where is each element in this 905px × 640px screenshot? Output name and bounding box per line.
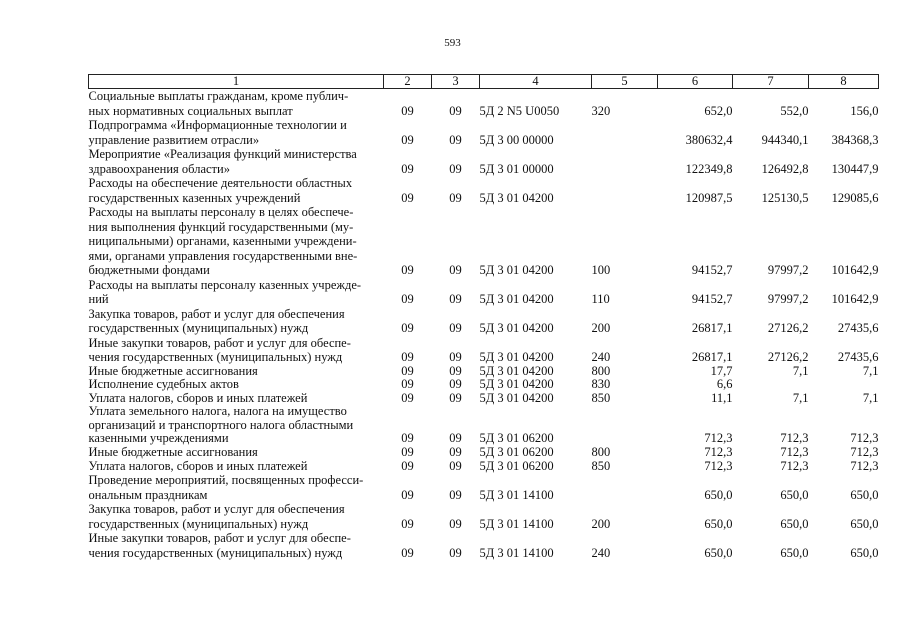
amount-year-2: 650,0 xyxy=(780,516,809,531)
target-article-code: 5Д 3 01 06200 xyxy=(479,445,554,460)
amount-year-1: 122349,8 xyxy=(685,161,733,176)
row-description xyxy=(89,205,384,278)
description-line: чения государственных (муниципальных) нужд xyxy=(88,350,343,364)
expense-type-code: 110 xyxy=(591,292,610,306)
row-description xyxy=(89,460,384,474)
row-description xyxy=(89,531,384,560)
amount-year-2: 97997,2 xyxy=(767,292,809,306)
row-description xyxy=(89,118,384,147)
subsection-code: 09 xyxy=(449,103,462,118)
description-line: Иные бюджетные ассигнования xyxy=(88,363,258,378)
amount-year-3: 650,0 xyxy=(850,545,879,560)
amount-year-3: 101642,9 xyxy=(831,263,879,277)
expense-type-code: 850 xyxy=(591,458,611,473)
target-article-code: 5Д 3 01 14100 xyxy=(479,487,554,502)
column-header: 3 xyxy=(432,75,480,89)
amount-year-1: 94152,7 xyxy=(691,292,733,306)
expense-type-code: 850 xyxy=(591,390,611,405)
description-line: ями, органами управления государственными вне- xyxy=(88,248,358,263)
section-code: 09 xyxy=(401,161,414,176)
description-line: управление развитием отрасли» xyxy=(88,132,260,147)
section-code: 09 xyxy=(401,377,414,392)
section-code: 09 xyxy=(401,132,414,147)
table-row xyxy=(89,502,879,531)
description-line: чения государственных (муниципальных) нужд xyxy=(88,545,343,560)
target-article-code: 5Д 3 01 04200 xyxy=(479,292,554,306)
subsection-code: 09 xyxy=(449,458,462,473)
target-article-code: 5Д 3 01 04200 xyxy=(479,363,554,378)
row-description xyxy=(89,473,384,502)
amount-year-1: 120987,5 xyxy=(685,190,733,205)
amount-year-3: 129085,6 xyxy=(831,190,879,205)
table-row xyxy=(89,392,879,406)
amount-year-1: 26817,1 xyxy=(691,321,733,335)
amount-year-2: 125130,5 xyxy=(761,190,809,205)
column-header: 4 xyxy=(480,75,592,89)
amount-year-3: 101642,9 xyxy=(831,292,879,306)
subsection-code: 09 xyxy=(449,321,462,335)
table-row xyxy=(89,473,879,502)
table-row xyxy=(89,531,879,560)
section-code: 09 xyxy=(401,190,414,205)
row-description xyxy=(89,278,384,307)
row-description xyxy=(89,147,384,176)
amount-year-1: 712,3 xyxy=(704,431,733,446)
table-row xyxy=(89,89,879,119)
subsection-code: 09 xyxy=(449,190,462,205)
column-header: 6 xyxy=(658,75,733,89)
amount-year-3: 712,3 xyxy=(850,445,879,460)
description-line: Иные закупки товаров, работ и услуг для обеспе- xyxy=(88,335,351,350)
amount-year-1: 712,3 xyxy=(704,445,733,460)
subsection-code: 09 xyxy=(449,431,462,446)
column-header: 5 xyxy=(592,75,658,89)
section-code: 09 xyxy=(401,458,414,473)
row-description xyxy=(89,392,384,406)
description-line: государственных (муниципальных) нужд xyxy=(88,321,309,335)
subsection-code: 09 xyxy=(449,445,462,460)
description-line: Расходы на выплаты персоналу в целях обеспече- xyxy=(88,205,354,219)
amount-year-2: 27126,2 xyxy=(767,350,809,364)
amount-year-3: 130447,9 xyxy=(831,161,879,176)
description-line: ниципальными) органами, казенными учреждени- xyxy=(88,234,357,248)
description-line: ональным праздникам xyxy=(88,487,208,502)
expense-type-code: 100 xyxy=(591,263,611,277)
description-line: Мероприятие «Реализация функций министерства xyxy=(88,147,357,161)
description-line: Расходы на обеспечение деятельности областных xyxy=(88,176,353,190)
row-description xyxy=(89,176,384,205)
expense-type-code: 240 xyxy=(591,545,611,560)
description-line: Исполнение судебных актов xyxy=(88,377,239,392)
amount-year-3: 650,0 xyxy=(850,487,879,502)
expense-type-code: 200 xyxy=(591,516,611,531)
amount-year-1: 6,6 xyxy=(716,377,733,392)
target-article-code: 5Д 3 01 06200 xyxy=(479,458,554,473)
amount-year-3: 7,1 xyxy=(862,363,879,378)
column-header: 7 xyxy=(733,75,809,89)
description-line: организаций и транспортного налога областными xyxy=(88,417,354,432)
row-description xyxy=(89,336,384,365)
amount-year-3: 27435,6 xyxy=(837,350,879,364)
amount-year-3: 27435,6 xyxy=(837,321,879,335)
description-line: Закупка товаров, работ и услуг для обеспечения xyxy=(88,502,345,517)
target-article-code: 5Д 3 01 00000 xyxy=(479,161,554,176)
amount-year-1: 26817,1 xyxy=(691,350,733,364)
page-number: 593 xyxy=(444,37,461,49)
description-line: Уплата земельного налога, налога на имущество xyxy=(88,404,347,419)
table-row xyxy=(89,446,879,460)
expense-type-code: 200 xyxy=(591,321,611,335)
table-row xyxy=(89,365,879,379)
description-line: казенными учреждениями xyxy=(88,431,229,446)
table-row xyxy=(89,205,879,278)
subsection-code: 09 xyxy=(449,377,462,392)
table-row xyxy=(89,336,879,365)
subsection-code: 09 xyxy=(449,363,462,378)
expense-type-code xyxy=(592,176,658,205)
amount-year-2: 126492,8 xyxy=(761,161,809,176)
amount-year-2: 712,3 xyxy=(780,445,809,460)
description-line: Проведение мероприятий, посвященных професси- xyxy=(88,473,364,488)
amount-year-2: 27126,2 xyxy=(767,321,809,335)
description-line: ний xyxy=(88,292,109,306)
row-description xyxy=(89,365,384,379)
subsection-code: 09 xyxy=(449,132,462,147)
target-article-code: 5Д 3 01 04200 xyxy=(479,390,554,405)
amount-year-3: 156,0 xyxy=(850,103,879,118)
amount-year-2: 7,1 xyxy=(792,363,809,378)
amount-year-2: 944340,1 xyxy=(761,132,809,147)
description-line: Подпрограмма «Информационные технологии и xyxy=(88,118,347,132)
target-article-code: 5Д 3 01 14100 xyxy=(479,545,554,560)
section-code: 09 xyxy=(401,516,414,531)
amount-year-1: 650,0 xyxy=(704,545,733,560)
column-header: 2 xyxy=(384,75,432,89)
column-header-row xyxy=(89,75,879,89)
description-line: Иные закупки товаров, работ и услуг для обеспе- xyxy=(88,531,351,546)
amount-year-2: 712,3 xyxy=(780,431,809,446)
subsection-code: 09 xyxy=(449,390,462,405)
description-line: Социальные выплаты гражданам, кроме публич- xyxy=(88,89,349,103)
table-row xyxy=(89,378,879,392)
amount-year-1: 11,1 xyxy=(711,390,733,405)
description-line: ных нормативных социальных выплат xyxy=(88,103,293,118)
description-line: государственных (муниципальных) нужд xyxy=(88,516,309,531)
amount-year-3: 384368,3 xyxy=(831,132,879,147)
target-article-code: 5Д 3 00 00000 xyxy=(479,132,554,147)
amount-year-1: 650,0 xyxy=(704,487,733,502)
table-row xyxy=(89,118,879,147)
target-article-code: 5Д 3 01 04200 xyxy=(479,321,554,335)
section-code: 09 xyxy=(401,103,414,118)
subsection-code: 09 xyxy=(449,545,462,560)
description-line: Уплата налогов, сборов и иных платежей xyxy=(88,458,308,473)
description-line: Закупка товаров, работ и услуг для обеспечения xyxy=(88,306,345,321)
column-header: 1 xyxy=(89,75,384,89)
amount-year-1: 712,3 xyxy=(704,458,733,473)
subsection-code: 09 xyxy=(449,263,462,277)
expense-type-code: 830 xyxy=(591,377,611,392)
expense-type-code xyxy=(592,405,658,446)
description-line: государственных казенных учреждений xyxy=(88,190,301,205)
expense-type-code xyxy=(592,147,658,176)
section-code: 09 xyxy=(401,321,414,335)
row-description xyxy=(89,502,384,531)
description-line: ния выполнения функций государственными (му- xyxy=(88,219,354,234)
expense-type-code: 800 xyxy=(591,363,611,378)
amount-year-1: 17,7 xyxy=(710,363,733,378)
section-code: 09 xyxy=(401,390,414,405)
table-row xyxy=(89,460,879,474)
description-line: Расходы на выплаты персоналу казенных учрежде- xyxy=(88,277,362,292)
expense-type-code xyxy=(592,118,658,147)
section-code: 09 xyxy=(401,445,414,460)
section-code: 09 xyxy=(401,292,414,306)
table-body xyxy=(89,89,879,561)
subsection-code: 09 xyxy=(449,516,462,531)
table-row xyxy=(89,147,879,176)
amount-year-1: 380632,4 xyxy=(685,132,733,147)
section-code: 09 xyxy=(401,545,414,560)
target-article-code: 5Д 3 01 06200 xyxy=(479,431,554,446)
target-article-code: 5Д 3 01 04200 xyxy=(479,377,554,392)
row-description xyxy=(89,307,384,336)
amount-year-2: 97997,2 xyxy=(767,263,809,277)
amount-year-2 xyxy=(733,378,809,392)
budget-table xyxy=(88,74,879,560)
amount-year-2: 650,0 xyxy=(780,545,809,560)
table-row xyxy=(89,307,879,336)
amount-year-3: 650,0 xyxy=(850,516,879,531)
expense-type-code: 800 xyxy=(591,445,611,460)
amount-year-2: 650,0 xyxy=(780,487,809,502)
column-header: 8 xyxy=(809,75,879,89)
subsection-code: 09 xyxy=(449,161,462,176)
description-line: Уплата налогов, сборов и иных платежей xyxy=(88,390,308,405)
amount-year-2: 712,3 xyxy=(780,458,809,473)
section-code: 09 xyxy=(401,350,414,364)
row-description xyxy=(89,446,384,460)
amount-year-3 xyxy=(809,378,879,392)
row-description xyxy=(89,89,384,119)
target-article-code: 5Д 3 01 14100 xyxy=(479,516,554,531)
amount-year-2: 7,1 xyxy=(792,390,809,405)
target-article-code: 5Д 2 N5 U0050 xyxy=(479,103,560,118)
section-code: 09 xyxy=(401,363,414,378)
table-row xyxy=(89,405,879,446)
expense-type-code: 320 xyxy=(591,103,611,118)
amount-year-1: 650,0 xyxy=(704,516,733,531)
table-row xyxy=(89,278,879,307)
subsection-code: 09 xyxy=(449,350,462,364)
description-line: здравоохранения области» xyxy=(88,161,230,176)
subsection-code: 09 xyxy=(449,292,462,306)
description-line: бюджетными фондами xyxy=(88,263,210,277)
section-code: 09 xyxy=(401,487,414,502)
amount-year-3: 712,3 xyxy=(850,458,879,473)
section-code: 09 xyxy=(401,263,414,277)
amount-year-2: 552,0 xyxy=(780,103,809,118)
target-article-code: 5Д 3 01 04200 xyxy=(479,190,554,205)
expense-type-code xyxy=(592,473,658,502)
amount-year-3: 712,3 xyxy=(850,431,879,446)
table-row xyxy=(89,176,879,205)
target-article-code: 5Д 3 01 04200 xyxy=(479,350,554,364)
section-code: 09 xyxy=(401,431,414,446)
expense-type-code: 240 xyxy=(591,350,611,364)
target-article-code: 5Д 3 01 04200 xyxy=(479,263,554,277)
amount-year-1: 94152,7 xyxy=(691,263,733,277)
description-line: Иные бюджетные ассигнования xyxy=(88,445,258,460)
amount-year-3: 7,1 xyxy=(862,390,879,405)
row-description xyxy=(89,405,384,446)
amount-year-1: 652,0 xyxy=(704,103,733,118)
row-description xyxy=(89,378,384,392)
subsection-code: 09 xyxy=(449,487,462,502)
